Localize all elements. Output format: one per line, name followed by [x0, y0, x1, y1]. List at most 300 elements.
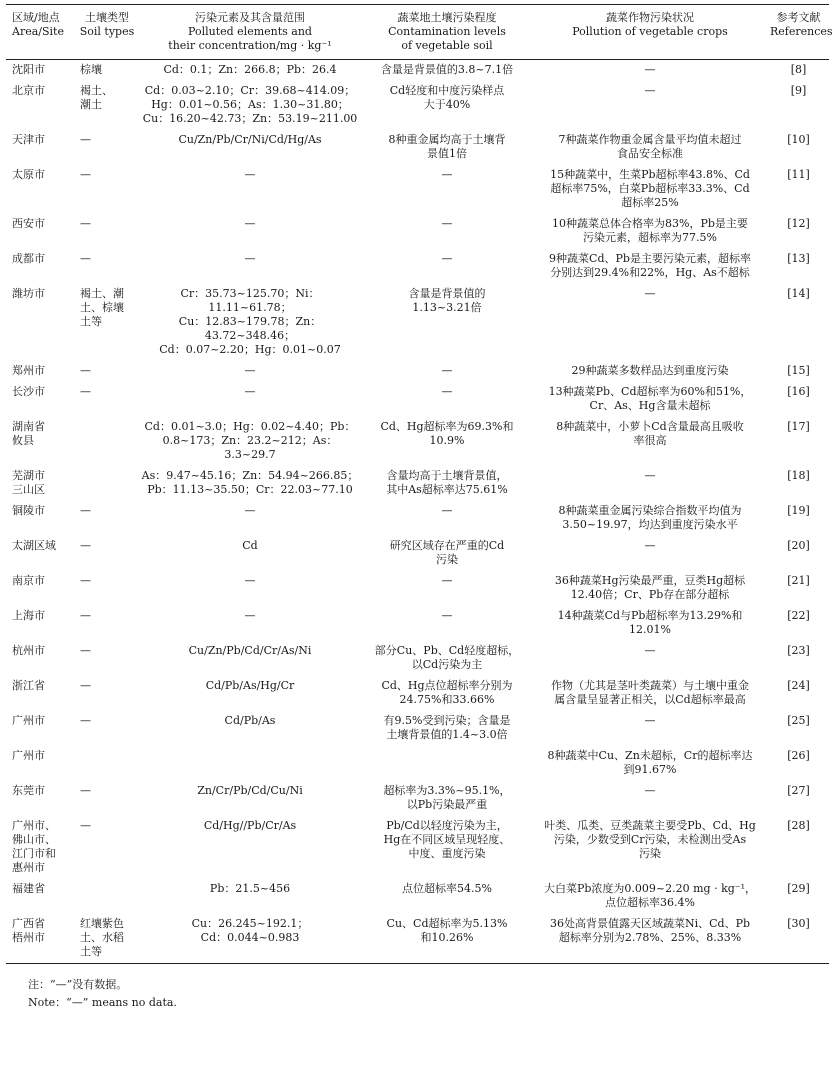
cell-reference: [19] — [787, 504, 810, 517]
note-english: Note：“—” means no data. — [28, 996, 177, 1009]
cell-line: — — [80, 574, 91, 587]
cell-line: 29种蔬菜多数样品达到重度污染 — [571, 364, 729, 377]
cell-contamination-level — [362, 284, 532, 361]
table-row — [6, 284, 829, 361]
cell-line: — — [644, 84, 656, 97]
cell-soil-type — [76, 501, 138, 536]
cell-line: — — [80, 679, 91, 692]
cell-crop-pollution — [532, 536, 768, 571]
cell-line: — — [244, 385, 256, 398]
cell-polluted-elements — [138, 361, 362, 382]
cell-polluted-elements — [138, 816, 362, 879]
cell-reference: [27] — [787, 784, 810, 797]
cell-crop-pollution — [532, 214, 768, 249]
cell-line: 杭州市 — [12, 644, 45, 657]
cell-region — [6, 676, 76, 711]
header-line: 区域/地点 — [12, 11, 60, 24]
cell-line: 含量是背景值的3.8~7.1倍 — [380, 63, 514, 76]
table-row — [6, 641, 829, 676]
cell-line: 三山区 — [12, 483, 45, 496]
cell-reference: [20] — [787, 539, 810, 552]
cell-crop-pollution — [532, 417, 768, 466]
table-row — [6, 382, 829, 417]
cell-line: 3.50~19.97，均达到重度污染水平 — [562, 518, 738, 531]
cell-region — [6, 214, 76, 249]
cell-line: 点位超标率54.5% — [402, 882, 492, 895]
cell-line: — — [80, 217, 91, 230]
cell-contamination-level — [362, 165, 532, 214]
cell-contamination-level — [362, 676, 532, 711]
cell-crop-pollution — [532, 816, 768, 879]
cell-line: 含量是背景值的 — [408, 287, 486, 300]
cell-reference: [29] — [787, 882, 810, 895]
cell-polluted-elements — [138, 536, 362, 571]
cell-line: 福建省 — [12, 882, 45, 895]
cell-region — [6, 60, 76, 82]
cell-contamination-level — [362, 606, 532, 641]
header-line: Polluted elements and — [188, 25, 312, 38]
cell-line: — — [80, 609, 91, 622]
cell-line: 8种重金属均高于土壤背 — [388, 133, 506, 146]
cell-polluted-elements — [138, 641, 362, 676]
header-crop-pollution — [532, 5, 768, 60]
cell-soil-type — [76, 214, 138, 249]
cell-line: 研究区域存在严重的Cd — [389, 539, 505, 552]
cell-contamination-level — [362, 781, 532, 816]
header-polluted-elements — [138, 5, 362, 60]
cell-reference: [28] — [787, 819, 810, 832]
cell-line: 铜陵市 — [12, 504, 45, 517]
cell-contamination-level — [362, 711, 532, 746]
cell-reference: [17] — [787, 420, 810, 433]
cell-reference: [25] — [787, 714, 810, 727]
cell-contamination-level — [362, 382, 532, 417]
cell-contamination-level — [362, 130, 532, 165]
cell-contamination-level — [362, 641, 532, 676]
cell-contamination-level — [362, 60, 532, 82]
cell-line: 24.75%和33.66% — [399, 693, 495, 706]
cell-region — [6, 536, 76, 571]
cell-line: 褐土、 — [80, 84, 113, 97]
cell-line: 佛山市、 — [12, 833, 56, 846]
cell-crop-pollution — [532, 606, 768, 641]
header-line: 蔬菜地土壤污染程度 — [397, 11, 497, 24]
cell-contamination-level — [362, 571, 532, 606]
cell-line: 土、棕壤 — [80, 301, 124, 314]
cell-line: 西安市 — [12, 217, 45, 230]
cell-line: Pb：11.13~35.50；Cr：22.03~77.10 — [147, 483, 353, 496]
cell-polluted-elements — [138, 284, 362, 361]
cell-line: 分别达到29.4%和22%，Hg、As不超标 — [550, 266, 750, 279]
cell-crop-pollution — [532, 249, 768, 284]
cell-line: 污染 — [436, 553, 458, 566]
note-chinese: 注：“—”没有数据。 — [28, 978, 128, 991]
header-line: References — [770, 25, 833, 38]
cell-line: — — [80, 504, 91, 517]
cell-line: 沈阳市 — [12, 63, 45, 76]
cell-crop-pollution — [532, 711, 768, 746]
cell-line: 大白菜Pb浓度为0.009~2.20 mg · kg⁻¹， — [543, 882, 757, 895]
cell-line: 土、水稻 — [80, 931, 124, 944]
cell-region — [6, 914, 76, 964]
cell-line: — — [441, 217, 453, 230]
cell-line: Cr：35.73~125.70；Ni：11.11~61.78； — [180, 287, 320, 314]
cell-soil-type — [76, 165, 138, 214]
cell-soil-type — [76, 361, 138, 382]
cell-reference: [30] — [787, 917, 810, 930]
cell-line: Pb：21.5~456 — [209, 882, 291, 895]
cell-line: Cu/Zn/Pb/Cd/Cr/As/Ni — [188, 644, 312, 657]
cell-line: 东莞市 — [12, 784, 45, 797]
cell-reference: [9] — [790, 84, 807, 97]
cell-line: 1.13~3.21倍 — [412, 301, 482, 314]
cell-soil-type — [76, 816, 138, 879]
cell-region — [6, 746, 76, 781]
cell-contamination-level — [362, 879, 532, 914]
cell-polluted-elements — [138, 746, 362, 781]
cell-line: Cu/Zn/Pb/Cr/Ni/Cd/Hg/As — [178, 133, 322, 146]
cell-line: As：9.47~45.16；Zn：54.94~266.85； — [141, 469, 359, 482]
cell-line: — — [441, 609, 453, 622]
header-soil-types — [76, 5, 138, 60]
cell-line: 36种蔬菜Hg污染最严重，豆类Hg超标 — [554, 574, 746, 587]
cell-contamination-level — [362, 361, 532, 382]
header-line: 土壤类型 — [85, 11, 129, 24]
header-line: of vegetable soil — [401, 39, 493, 52]
cell-reference: [10] — [787, 133, 810, 146]
cell-line: 超标率为3.3%~95.1%， — [383, 784, 511, 797]
cell-line: 南京市 — [12, 574, 45, 587]
header-contamination-levels — [362, 5, 532, 60]
cell-crop-pollution — [532, 382, 768, 417]
table-header — [6, 5, 833, 60]
cell-soil-type — [76, 879, 138, 914]
cell-line: 7种蔬菜作物重金属含量平均值未超过 — [558, 133, 742, 146]
cell-line: — — [80, 168, 91, 181]
cell-polluted-elements — [138, 914, 362, 964]
cell-soil-type — [76, 536, 138, 571]
cell-region — [6, 249, 76, 284]
table-row — [6, 711, 829, 746]
cell-contamination-level — [362, 501, 532, 536]
cell-polluted-elements — [138, 165, 362, 214]
cell-reference: [23] — [787, 644, 810, 657]
cell-line: 北京市 — [12, 84, 45, 97]
cell-line: — — [644, 287, 656, 300]
cell-region — [6, 417, 76, 466]
cell-region — [6, 606, 76, 641]
cell-region — [6, 81, 76, 130]
header-row — [6, 5, 829, 60]
cell-line: Cr、As、Hg含量未超标 — [589, 399, 711, 412]
cell-line: 36处高背景值露天区域蔬菜Ni、Cd、Pb — [549, 917, 751, 930]
cell-line: 8种蔬菜重金属污染综合指数平均值为 — [558, 504, 742, 517]
cell-line: Hg：0.01~0.56；As：1.30~31.80； — [151, 98, 349, 111]
cell-reference: [18] — [787, 469, 810, 482]
cell-line: — — [80, 539, 91, 552]
table-row — [6, 60, 829, 82]
cell-line: 部分Cu、Pb、Cd轻度超标， — [374, 644, 520, 657]
cell-line: — — [80, 133, 91, 146]
cell-soil-type — [76, 676, 138, 711]
cell-line: 0.8~173；Zn：23.2~212；As：3.3~29.7 — [162, 434, 338, 461]
cell-line: 作物（尤其是茎叶类蔬菜）与土壤中重金 — [551, 679, 749, 692]
cell-polluted-elements — [138, 676, 362, 711]
cell-region — [6, 130, 76, 165]
cell-polluted-elements — [138, 81, 362, 130]
cell-line: 中度、重度污染 — [408, 847, 486, 860]
cell-line: 广州市、 — [12, 819, 56, 832]
cell-line: Cd/Hg//Pb/Cr/As — [203, 819, 297, 832]
cell-crop-pollution — [532, 81, 768, 130]
cell-crop-pollution — [532, 641, 768, 676]
cell-line: 超标率分别为2.78%、25%、8.33% — [558, 931, 742, 944]
cell-line: — — [80, 364, 91, 377]
cell-line: Cd/Pb/As/Hg/Cr — [205, 679, 295, 692]
cell-line: 广州市 — [12, 749, 45, 762]
cell-line: 上海市 — [12, 609, 45, 622]
cell-line: Cu：12.83~179.78；Zn：43.72~348.46； — [178, 315, 322, 342]
cell-line: 超标率75%，白菜Pb超标率33.3%、Cd — [550, 182, 750, 195]
cell-reference: [24] — [787, 679, 810, 692]
cell-line: 其中As超标率达75.61% — [386, 483, 508, 496]
table-row — [6, 81, 829, 130]
header-line: 污染元素及其含量范围 — [195, 11, 305, 24]
cell-line: — — [441, 385, 453, 398]
table-notes — [6, 976, 829, 1012]
cell-line: 12.01% — [629, 623, 671, 636]
cell-line: 攸县 — [12, 434, 34, 447]
cell-crop-pollution — [532, 781, 768, 816]
cell-line: 以Pb污染最严重 — [406, 798, 488, 811]
cell-line: 江门市和 — [12, 847, 56, 860]
table-row — [6, 361, 829, 382]
cell-line: — — [644, 469, 656, 482]
cell-line: — — [644, 714, 656, 727]
cell-line: — — [80, 644, 91, 657]
cell-reference: [15] — [787, 364, 810, 377]
cell-line: — — [644, 784, 656, 797]
cell-line: 浙江省 — [12, 679, 45, 692]
cell-soil-type — [76, 606, 138, 641]
header-area-site — [6, 5, 76, 60]
cell-line: 食品安全标准 — [617, 147, 683, 160]
cell-reference: [14] — [787, 287, 810, 300]
cell-crop-pollution — [532, 879, 768, 914]
cell-soil-type — [76, 571, 138, 606]
cell-region — [6, 165, 76, 214]
cell-polluted-elements — [138, 249, 362, 284]
cell-line: Cd轻度和中度污染样点 — [389, 84, 505, 97]
cell-soil-type — [76, 711, 138, 746]
cell-region — [6, 781, 76, 816]
cell-line: — — [80, 385, 91, 398]
cell-line: 8种蔬菜中，小萝卜Cd含量最高且吸收 — [556, 420, 744, 433]
cell-line: 超标率25% — [621, 196, 679, 209]
cell-soil-type — [76, 417, 138, 466]
cell-region — [6, 501, 76, 536]
cell-line: 污染元素，超标率为77.5% — [583, 231, 717, 244]
cell-line: — — [80, 252, 91, 265]
cell-reference: [21] — [787, 574, 810, 587]
cell-soil-type — [76, 746, 138, 781]
cell-line: 惠州市 — [12, 861, 45, 874]
cell-reference: [11] — [787, 168, 810, 181]
cell-polluted-elements — [138, 781, 362, 816]
cell-crop-pollution — [532, 466, 768, 501]
cell-reference: [22] — [787, 609, 810, 622]
cell-line: Cu：16.20~42.73；Zn：53.19~211.00 — [142, 112, 358, 125]
cell-polluted-elements — [138, 711, 362, 746]
table-row — [6, 676, 829, 711]
cell-line: — — [80, 714, 91, 727]
cell-line: 潮土 — [80, 98, 102, 111]
cell-crop-pollution — [532, 914, 768, 964]
cell-line: 污染 — [639, 847, 661, 860]
cell-line: 和10.26% — [420, 931, 474, 944]
cell-line: — — [441, 252, 453, 265]
cell-contamination-level — [362, 536, 532, 571]
cell-line: 属含量呈显著正相关，以Cd超标率最高 — [554, 693, 746, 706]
cell-soil-type — [76, 249, 138, 284]
cell-contamination-level — [362, 214, 532, 249]
cell-soil-type — [76, 466, 138, 501]
cell-line: — — [244, 168, 256, 181]
cell-region — [6, 641, 76, 676]
header-line: their concentration/mg · kg⁻¹ — [168, 39, 332, 52]
cell-contamination-level — [362, 746, 532, 781]
cell-line: — — [644, 644, 656, 657]
cell-line: 大于40% — [423, 98, 471, 111]
table-row — [6, 879, 829, 914]
cell-line: 潍坊市 — [12, 287, 45, 300]
cell-line: Pb/Cd以轻度污染为主， — [386, 819, 508, 832]
cell-line: 含量均高于土壤背景值， — [386, 469, 508, 482]
cell-line: 太湖区域 — [12, 539, 56, 552]
cell-line: 14种蔬菜Cd与Pb超标率为13.29%和 — [557, 609, 743, 622]
cell-line: — — [244, 364, 256, 377]
cell-line: 太原市 — [12, 168, 45, 181]
cell-line: 湖南省 — [12, 420, 45, 433]
cell-line: Hg在不同区域呈现轻度、 — [383, 833, 511, 846]
cell-line: 9种蔬菜Cd、Pb是主要污染元素，超标率 — [549, 252, 751, 265]
cell-line: 率很高 — [633, 434, 667, 447]
cell-polluted-elements — [138, 501, 362, 536]
cell-line: — — [441, 574, 453, 587]
cell-line: 以Cd污染为主 — [411, 658, 483, 671]
table-row — [6, 536, 829, 571]
cell-line: 8种蔬菜中Cu、Zn未超标，Cr的超标率达 — [547, 749, 753, 762]
cell-line: 成都市 — [12, 252, 45, 265]
cell-crop-pollution — [532, 676, 768, 711]
pollution-table — [6, 4, 833, 964]
cell-polluted-elements — [138, 130, 362, 165]
cell-line: 有9.5%受到污染；含量是 — [383, 714, 511, 727]
cell-line: — — [244, 217, 256, 230]
cell-line: 13种蔬菜Pb、Cd超标率为60%和51%， — [548, 385, 752, 398]
cell-line: — — [441, 364, 453, 377]
header-line: Soil types — [79, 25, 135, 38]
cell-line: 土壤背景值的1.4~3.0倍 — [386, 728, 508, 741]
cell-line: — — [244, 609, 256, 622]
table-row — [6, 165, 829, 214]
table-row — [6, 746, 829, 781]
cell-line: 10种蔬菜总体合格率为83%，Pb是主要 — [552, 217, 748, 230]
table-row — [6, 466, 829, 501]
cell-region — [6, 382, 76, 417]
cell-contamination-level — [362, 816, 532, 879]
cell-line: 土等 — [80, 945, 102, 958]
cell-polluted-elements — [138, 606, 362, 641]
cell-line: — — [244, 574, 256, 587]
cell-line: Cd：0.07~2.20；Hg：0.01~0.07 — [159, 343, 341, 356]
cell-soil-type — [76, 781, 138, 816]
table-row — [6, 130, 829, 165]
cell-line: Cd、Hg超标率为69.3%和 — [380, 420, 514, 433]
cell-line: Cd：0.044~0.983 — [200, 931, 300, 944]
cell-line: — — [244, 504, 256, 517]
cell-line: Cu、Cd超标率为5.13% — [386, 917, 508, 930]
cell-polluted-elements — [138, 466, 362, 501]
table-row — [6, 417, 829, 466]
table-row — [6, 249, 829, 284]
cell-line: — — [441, 504, 453, 517]
cell-line: 叶类、瓜类、豆类蔬菜主要受Pb、Cd、Hg — [544, 819, 756, 832]
cell-line: 天津市 — [12, 133, 45, 146]
cell-line: — — [644, 63, 656, 76]
cell-line: Cd、Hg点位超标率分别为 — [381, 679, 513, 692]
cell-line: Cd：0.03~2.10；Cr：39.68~414.09； — [144, 84, 356, 97]
cell-line: 广西省 — [12, 917, 45, 930]
cell-line: 15种蔬菜中，生菜Pb超标率43.8%、Cd — [550, 168, 750, 181]
cell-region — [6, 361, 76, 382]
cell-crop-pollution — [532, 165, 768, 214]
cell-line: Zn/Cr/Pb/Cd/Cu/Ni — [197, 784, 303, 797]
cell-line: 到91.67% — [623, 763, 677, 776]
table-body — [6, 60, 829, 964]
cell-line: 污染，少数受到Cr污染，未检测出受As — [553, 833, 747, 846]
table-row — [6, 781, 829, 816]
cell-line: 郑州市 — [12, 364, 45, 377]
cell-polluted-elements — [138, 571, 362, 606]
cell-reference: [12] — [787, 217, 810, 230]
cell-line: Cd — [242, 539, 258, 552]
cell-soil-type — [76, 130, 138, 165]
cell-line: 广州市 — [12, 714, 45, 727]
cell-region — [6, 284, 76, 361]
cell-contamination-level — [362, 249, 532, 284]
cell-line: 棕壤 — [80, 63, 102, 76]
cell-reference: [13] — [787, 252, 810, 265]
table-row — [6, 606, 829, 641]
cell-crop-pollution — [532, 284, 768, 361]
table-row — [6, 914, 829, 964]
cell-region — [6, 711, 76, 746]
header-line: Pollution of vegetable crops — [572, 25, 728, 38]
cell-line: — — [80, 819, 91, 832]
table-row — [6, 501, 829, 536]
cell-crop-pollution — [532, 501, 768, 536]
cell-reference: [8] — [790, 63, 807, 76]
cell-line: 景值1倍 — [427, 147, 467, 160]
table-row — [6, 214, 829, 249]
header-line: 参考文献 — [776, 11, 821, 24]
cell-line: 12.40倍；Cr、Pb存在部分超标 — [570, 588, 730, 601]
cell-contamination-level — [362, 417, 532, 466]
cell-line: 梧州市 — [12, 931, 45, 944]
cell-soil-type — [76, 284, 138, 361]
cell-region — [6, 816, 76, 879]
